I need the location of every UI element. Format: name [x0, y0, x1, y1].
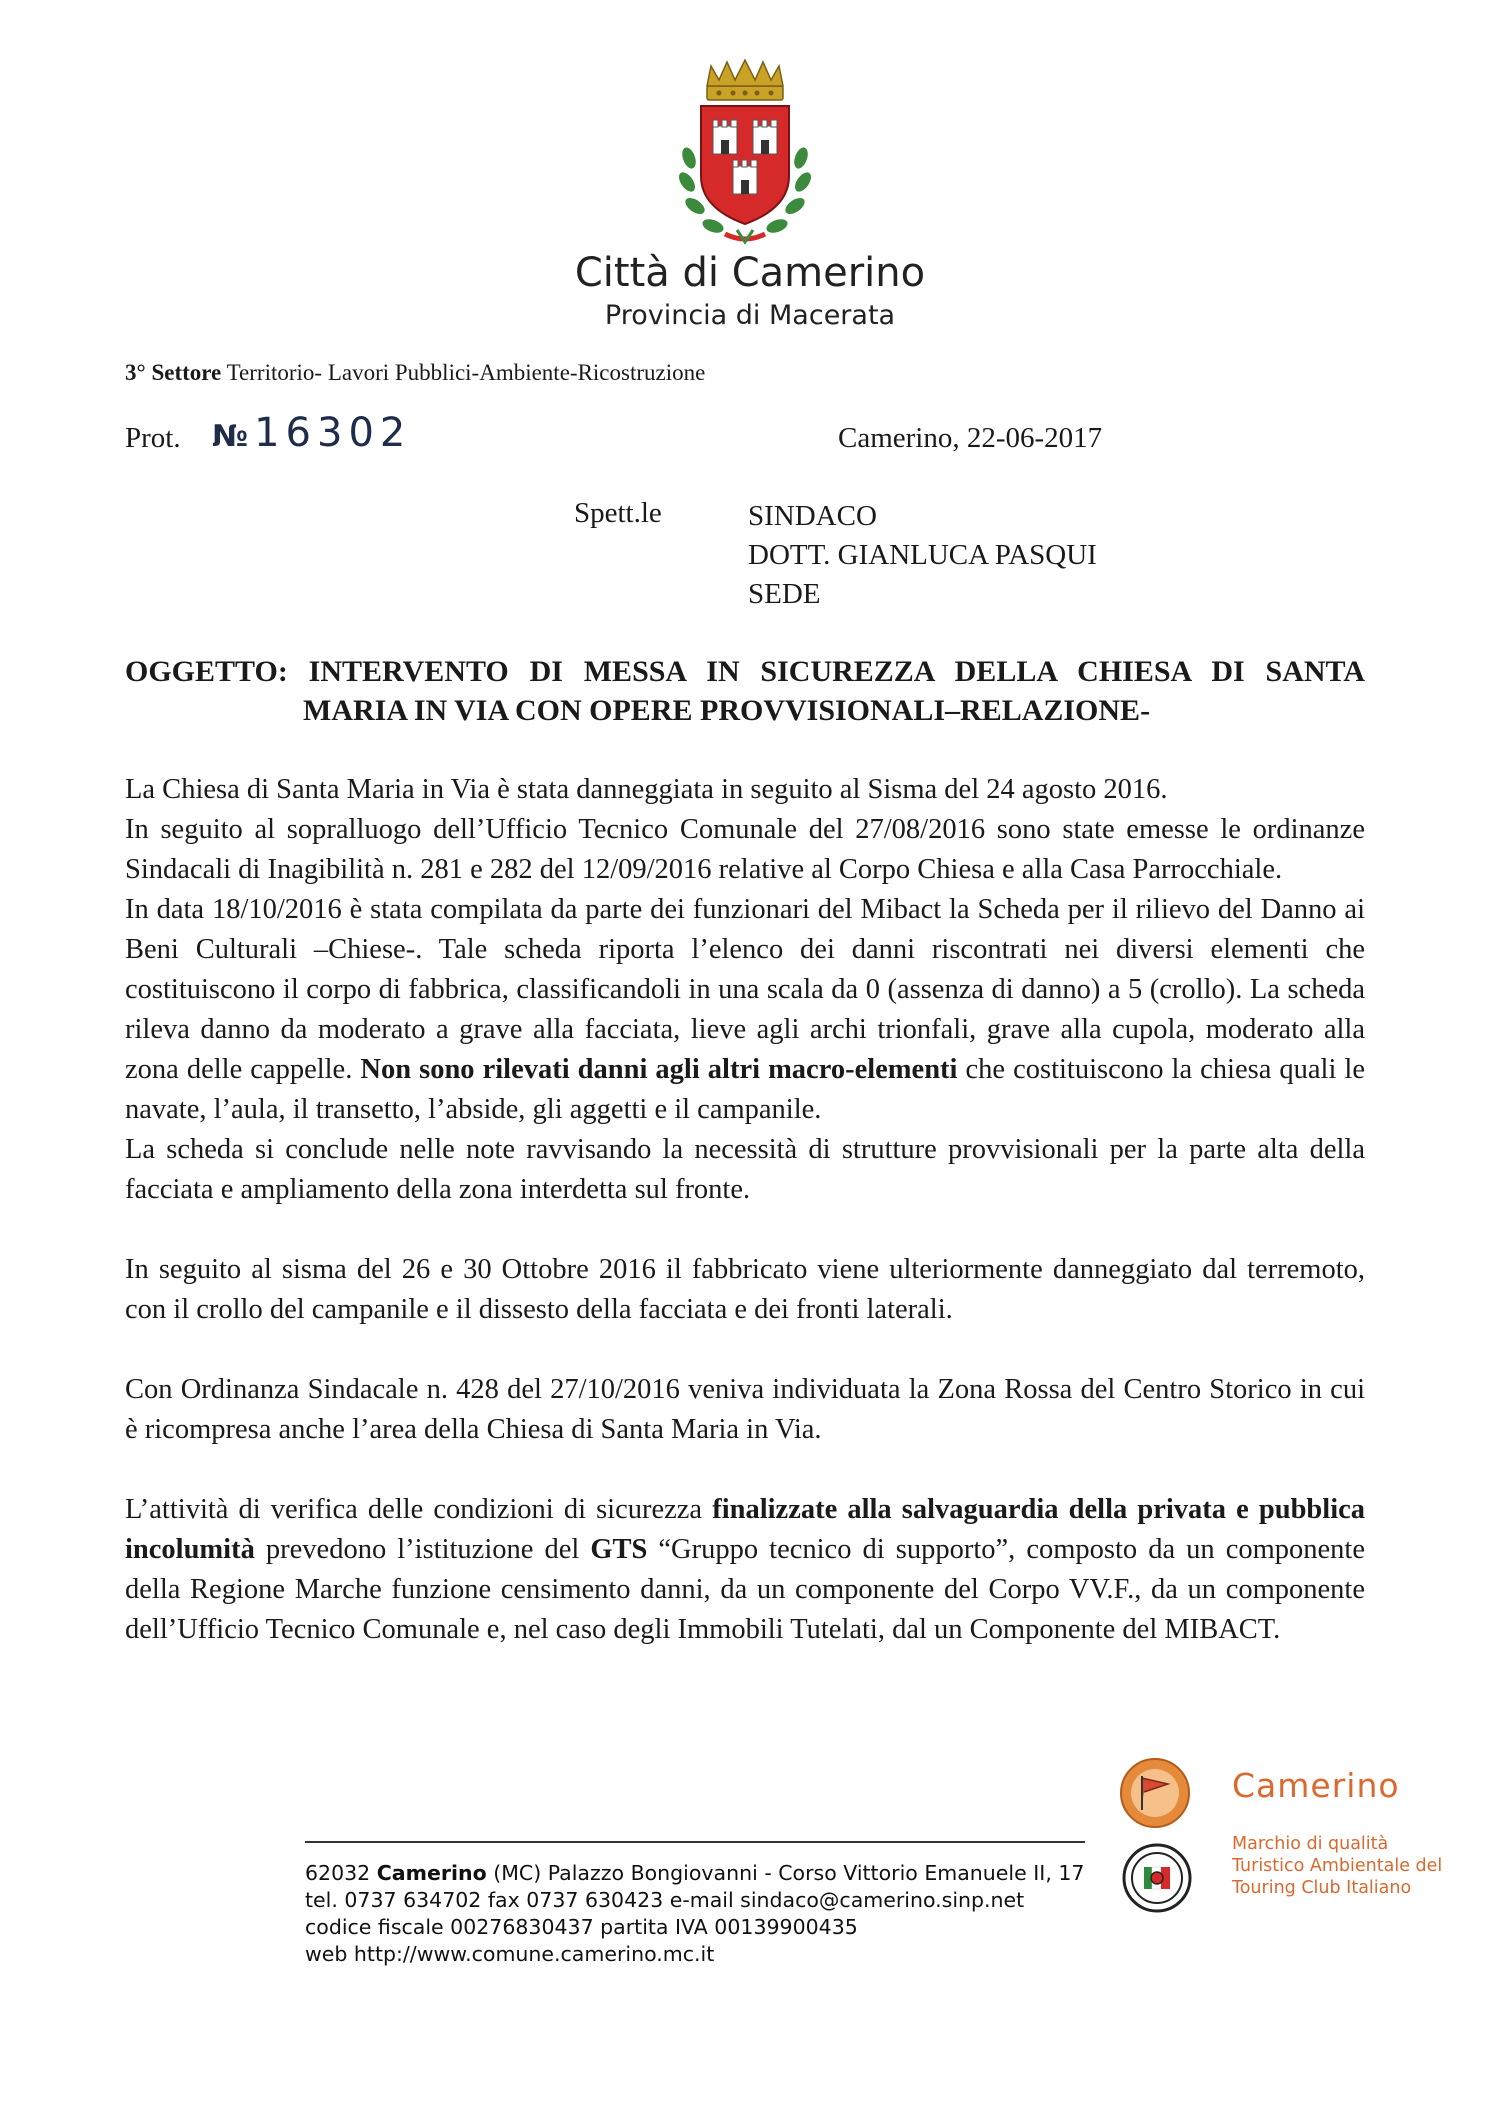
footer-address [305, 1860, 1084, 1887]
recipient-line: DOTT. GIANLUCA PASQUI [748, 539, 1097, 571]
quality-mark-text [1232, 1833, 1442, 1899]
province-name: Provincia di Macerata [604, 300, 896, 331]
paragraph [125, 1490, 1365, 1650]
recipient-line: SINDACO [748, 500, 877, 532]
bandiera-arancione-badge-icon [1118, 1756, 1192, 1830]
city-name: Città di Camerino [574, 250, 926, 296]
coat-of-arms-icon [667, 58, 823, 248]
letter-date: Camerino, 22-06-2017 [838, 422, 1103, 454]
paragraph-bold-text: finalizzate alla salvaguardia della privata e pubblica incolumità [125, 1494, 1366, 1565]
paragraph-text: L’attività di verifica delle condizioni di sicurezza [125, 1494, 713, 1525]
paragraph: La scheda si conclude nelle note ravvisando la necessità di strutture provvisionali per la parte alta della facciata e ampliamento della zona interdetta sul fronte. [125, 1134, 1365, 1205]
footer-website: web http://www.comune.camerino.mc.it [305, 1942, 715, 1966]
sector-number: 3° Settore [125, 360, 222, 385]
paragraph-text: “Gruppo tecnico di supporto”, composto da un componente della Regione Marche funzione censimento danni, da un componente del Corpo VV.F., da un componente dell’Ufficio Tecnico Comunale e, nel caso degli Immobili Tutelati, dal un Componente del MIBACT. [125, 1534, 1365, 1645]
quality-mark-line: Marchio di qualità [1232, 1834, 1389, 1854]
sector-description: Territorio- Lavori Pubblici-Ambiente-Ricostruzione [221, 360, 706, 385]
paragraph-bold-text: Non sono rilevati danni agli altri macro-elementi [360, 1054, 958, 1085]
paragraph-text: che costituiscono la chiesa quali le navate, l’aula, il transetto, l’abside, gli aggetti e il campanile. [125, 1054, 1365, 1125]
protocol-no-mark: № [212, 419, 249, 454]
paragraph-text: In data 18/10/2016 è stata compilata da parte dei funzionari del Mibact la Scheda per il rilievo del Danno ai Beni Culturali –Chiese-. Tale scheda riporta l’elenco dei danni riscontrati nei diversi elementi che costituiscono il corpo di fabbrica, classificandoli in una scala da 0 (assenza di danno) a 5 (crollo). La scheda rileva danno da moderato a grave alla facciata, lieve agli archi trionfali, grave alla cupola, moderato alla zona delle cappelle. [125, 894, 1365, 1085]
subject-line-2: MARIA IN VIA CON OPERE PROVVISIONALI–RELAZIONE- [303, 694, 1151, 727]
touring-club-badge-icon [1122, 1843, 1192, 1913]
footer-divider [305, 1841, 1085, 1843]
protocol-label: Prot. [125, 422, 181, 454]
quality-mark-line: Touring Club Italiano [1232, 1878, 1412, 1898]
paragraph: La Chiesa di Santa Maria in Via è stata danneggiata in seguito al Sisma del 24 agosto 2016. [125, 774, 1168, 805]
subject [125, 652, 1365, 730]
subject-line-1: OGGETTO: INTERVENTO DI MESSA IN SICUREZZA DELLA CHIESA DI SANTA [125, 655, 1365, 688]
footer-city: Camerino [376, 1861, 487, 1885]
footer-phone-email: tel. 0737 634702 fax 0737 630423 e-mail sindaco@camerino.sinp.net [305, 1888, 1025, 1912]
letter-body [125, 770, 1365, 1650]
paragraph-bold-text: GTS [590, 1534, 648, 1565]
footer-zip: 62032 [305, 1861, 377, 1885]
recipient-block [748, 497, 1097, 614]
paragraph: In seguito al sisma del 26 e 30 Ottobre 2016 il fabbricato viene ulteriormente danneggiato dal terremoto, con il crollo del campanile e il dissesto della facciata e dei fronti laterali. [125, 1254, 1365, 1325]
paragraph-text: prevedono l’istituzione del [254, 1534, 591, 1565]
paragraph: In seguito al sopralluogo dell’Ufficio Tecnico Comunale del 27/08/2016 sono state emesse le ordinanze Sindacali di Inagibilità n. 281 e 282 del 12/09/2016 relative al Corpo Chiesa e alla Casa Parrocchiale. [125, 814, 1365, 885]
recipient-line: SEDE [748, 578, 821, 610]
quality-mark-title: Camerino [1232, 1766, 1400, 1805]
footer-contacts [305, 1860, 1084, 1968]
footer-tax-codes: codice fiscale 00276830437 partita IVA 00139900435 [305, 1915, 858, 1939]
salutation: Spett.le [574, 497, 662, 529]
paragraph [125, 890, 1365, 1130]
paragraph: Con Ordinanza Sindacale n. 428 del 27/10/2016 veniva individuata la Zona Rossa del Centro Storico in cui è ricompresa anche l’area della Chiesa di Santa Maria in Via. [125, 1374, 1365, 1445]
protocol-stamp [212, 410, 411, 456]
quality-mark-line: Turistico Ambientale del [1232, 1856, 1443, 1876]
sector-line [125, 360, 705, 386]
footer-address-rest: (MC) Palazzo Bongiovanni - Corso Vittorio Emanuele II, 17 [486, 1861, 1085, 1885]
protocol-number: 16302 [254, 410, 412, 456]
